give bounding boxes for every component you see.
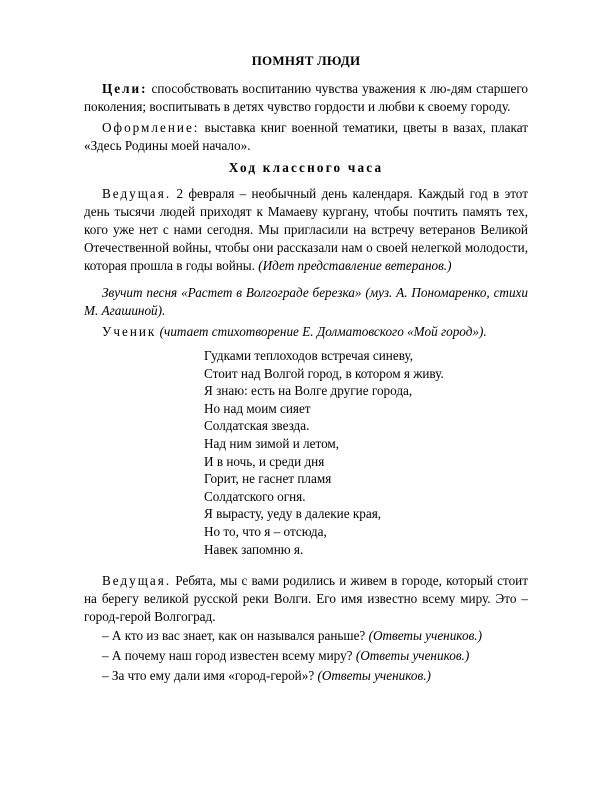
goals-text: способствовать воспитанию чувства уважения к лю-дям старшего поколения; воспитывать в детях чувство гордости и любви к своему городу. xyxy=(84,81,528,114)
host-label: Ведущая. xyxy=(102,186,172,201)
answer-note: (Ответы учеников.) xyxy=(317,668,431,683)
host-intro-note: (Идет представление ветеранов.) xyxy=(258,258,452,273)
goals-paragraph xyxy=(84,80,528,116)
poem-line: Солдатская звезда. xyxy=(204,418,310,434)
poem-line: Я вырасту, уеду в далекие края, xyxy=(204,506,382,522)
poem-line: Гудками теплоходов встречая синеву, xyxy=(204,348,414,363)
host-second-text: Ребята, мы с вами родились и живем в городе, который стоит на берегу великой русской реки Волги. Его имя известно всему миру. Это – город-герой Волгоград. xyxy=(84,573,528,624)
poem xyxy=(204,347,444,558)
host-second-paragraph xyxy=(84,572,528,626)
poem-line: Над ним зимой и летом, xyxy=(204,435,340,451)
question-text: – За что ему дали имя «город-герой»? xyxy=(102,668,318,683)
poem-line: Горит, не гаснет пламя xyxy=(204,471,332,487)
poem-line: Солдатского огня. xyxy=(204,488,306,504)
answer-note: (Ответы учеников.) xyxy=(368,628,482,643)
host-label: Ведущая. xyxy=(102,573,172,588)
poem-line: Навек запомню я. xyxy=(204,541,304,557)
question-text: – А кто из вас знает, как он назывался раньше? xyxy=(102,628,369,643)
question-line xyxy=(102,667,546,685)
decor-paragraph xyxy=(84,119,528,155)
lesson-heading: Ход классного часа xyxy=(228,160,384,175)
poem-line: И в ночь, и среди дня xyxy=(204,453,325,469)
student-paragraph xyxy=(84,323,528,341)
question-line xyxy=(102,647,546,665)
answer-note: (Ответы учеников.) xyxy=(355,648,470,663)
student-label: Ученик xyxy=(102,324,157,339)
question-text: – А почему наш город известен всему миру? xyxy=(102,648,356,663)
song-paragraph: Звучит песня «Растет в Волгограде березка» (муз. А. Пономаренко, стихи М. Агашиной). xyxy=(84,285,528,318)
poem-line: Стоит над Волгой город, в котором я живу. xyxy=(204,365,444,381)
poem-line: Но то, что я – отсюда, xyxy=(204,523,327,539)
host-intro-paragraph xyxy=(84,185,528,275)
host-intro-text: 2 февраля – необычный день календаря. Каждый год в этот день тысячи людей приходят к Мамаеву кургану, чтобы почтить память тех, кого уже нет с нами сегодня. Мы пригласили на встречу ветеранов Великой Отечественной войны, чтобы они рассказали нам о своей нелегкой молодости, которая прошла в годы войны. xyxy=(84,186,528,273)
question-line xyxy=(102,627,546,645)
page-title: ПОМНЯТ ЛЮДИ xyxy=(251,53,361,68)
goals-label: Цели: xyxy=(102,81,148,96)
decor-label: Оформление: xyxy=(102,120,200,135)
poem-line: Но над моим сияет xyxy=(204,400,311,416)
decor-text: выставка книг военной тематики, цветы в вазах, плакат «Здесь Родины моей начало». xyxy=(84,120,528,153)
poem-line: Я знаю: есть на Волге другие города, xyxy=(204,383,413,399)
student-text: (читает стихотворение Е. Долматовского «Мой город»). xyxy=(156,324,487,339)
